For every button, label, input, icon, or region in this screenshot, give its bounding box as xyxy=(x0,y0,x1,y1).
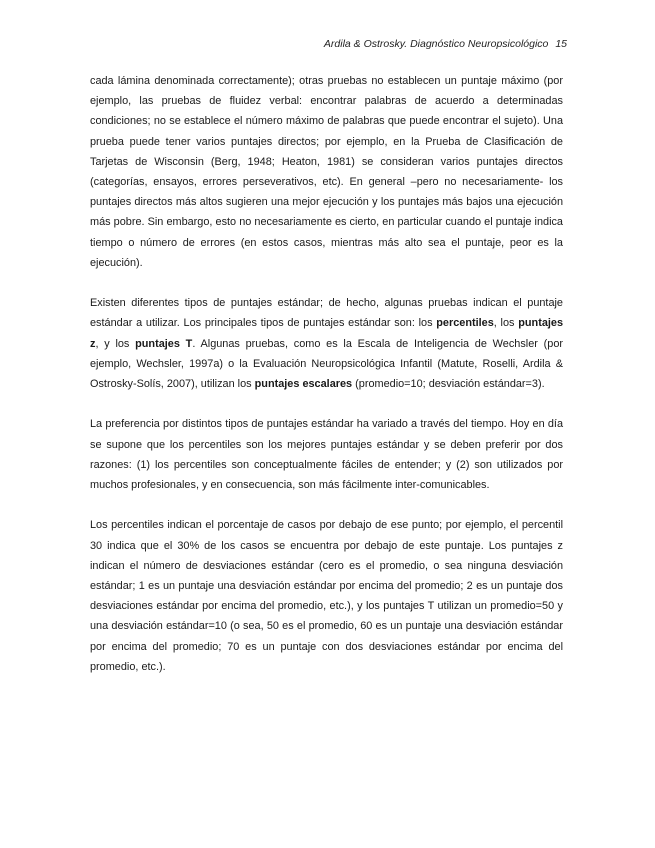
term-puntajes-z: puntajes z xyxy=(90,317,564,350)
paragraph-1: cada lámina denominada correctamente); otras pruebas no establecen un puntaje máximo (por ejemplo, las pruebas de fluidez verbal: encontrar palabras de acuerdo a determinadas condiciones; no se establece el número máximo de palabras que puede encontrar el sujeto). Una prueba puede tener varios puntajes directos; por ejemplo, en la Prueba de Clasificación de Tarjetas de Wisconsin (Berg, 1948; Heaton, 1981) se consideran varios puntajes directos (categorías, ensayos, errores perseverativos, etc). En general –pero no necesariamente- los puntajes directos más altos sugieren una mejor ejecución y los puntajes más bajos una ejecución más pobre. Sin embargo, esto no necesariamente es cierto, en particular cuando el puntaje indica tiempo o número de errores (en estos casos, mientras más alto sea el puntaje, peor es la ejecución). xyxy=(90,75,563,269)
paragraph-2 xyxy=(90,293,563,394)
term-percentiles: percentiles xyxy=(436,317,494,330)
paragraph-2-text: , los xyxy=(493,317,519,330)
running-header xyxy=(324,38,567,50)
body-text xyxy=(90,71,563,697)
running-title: Ardila & Ostrosky. Diagnóstico Neuropsicológico xyxy=(323,38,549,50)
page-number: 15 xyxy=(555,38,567,50)
paragraph-2-text: (promedio=10; desviación estándar=3). xyxy=(352,378,545,391)
term-puntajes-escalares: puntajes escalares xyxy=(254,378,353,391)
paragraph-3: La preferencia por distintos tipos de puntajes estándar ha variado a través del tiempo. Hoy en día se supone que los percentiles son los mejores puntajes estándar y se deben preferir por dos razones: (1) los percentiles son conceptualmente fáciles de entender; y (2) son utilizados por muchos profesionales, y en consecuencia, son más fácilmente inter-comunicables. xyxy=(90,418,563,492)
paragraph-2-text: , y los xyxy=(95,337,136,350)
term-puntajes-t: puntajes T xyxy=(135,337,193,350)
paragraph-2-text: . Algunas pruebas, como es la Escala de Inteligencia de Wechsler (por ejemplo, Wechsler, 1997a) o la Evaluación Neuropsicológica Infantil (Matute, Roselli, Ardila & Ostrosky-Solís, 2007), utilizan los xyxy=(90,337,563,391)
paragraph-4: Los percentiles indican el porcentaje de casos por debajo de ese punto; por ejemplo, el percentil 30 indica que el 30% de los casos se encuentra por debajo de este puntaje. Los puntajes z indican el número de desviaciones estándar (cero es el promedio, o sea ninguna desviación estándar; 1 es un puntaje una desviación estándar por encima del promedio; 2 es un puntaje dos desviaciones estándar por encima del promedio, etc.), y los puntajes T utilizan un promedio=50 y una desviación estándar=10 (o sea, 50 es el promedio, 60 es un puntaje una desviación estándar por encima del promedio; 70 es un puntaje con dos desviaciones estándar por encima del promedio, etc.). xyxy=(90,519,563,673)
paragraph-2-text: Existen diferentes tipos de puntajes estándar; de hecho, algunas pruebas indican el puntaje estándar a utilizar. Los principales tipos de puntajes estándar son: los xyxy=(90,297,563,330)
